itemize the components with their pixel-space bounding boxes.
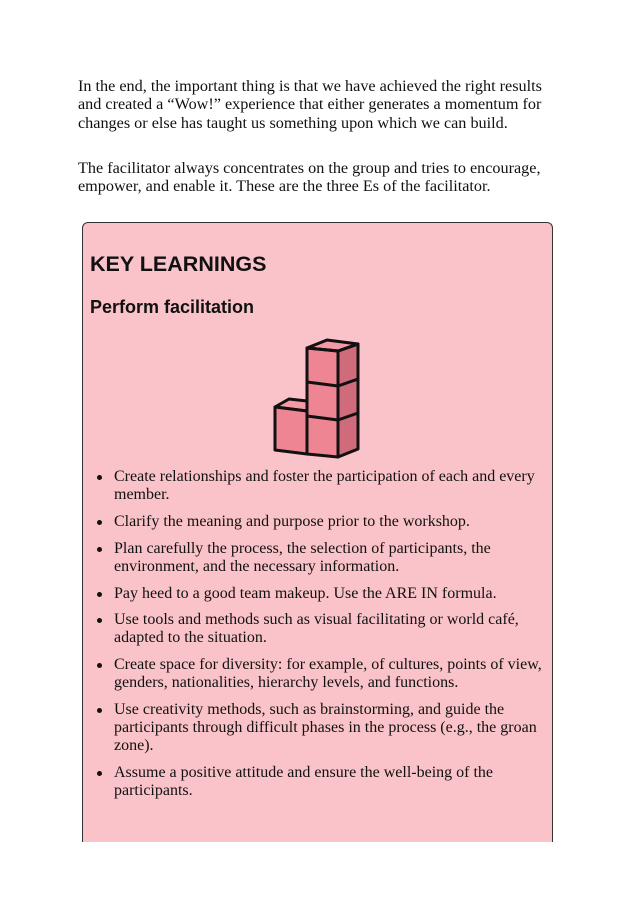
list-item <box>90 513 550 531</box>
body-paragraph: The facilitator always concentrates on the group and tries to encourage, empower, and enable it. These are the three Es of the facilitator. <box>78 159 541 196</box>
list-item <box>90 611 550 647</box>
bullet-icon <box>97 708 102 713</box>
list-item-text: Pay heed to a good team makeup. Use the ARE IN formula. <box>114 584 497 602</box>
list-item-text: Create relationships and foster the participation of each and every member. <box>114 468 535 504</box>
list-item <box>90 540 550 576</box>
list-item-text: Use creativity methods, such as brainstorming, and guide the participants through difficult phases in the process (e.g., the groan zone). <box>114 701 537 755</box>
bullet-icon <box>97 547 102 552</box>
bullet-icon <box>97 618 102 623</box>
bullet-icon <box>97 771 102 776</box>
body-paragraph: In the end, the important thing is that we have achieved the right results and created a “Wow!” experience that either generates a momentum for changes or else has taught us something upon which we can build. <box>78 77 542 132</box>
list-item <box>90 764 550 800</box>
bullet-icon <box>97 592 102 597</box>
list-item <box>90 468 550 504</box>
list-item <box>90 701 550 756</box>
key-learnings-list <box>90 468 550 809</box>
bullet-icon <box>97 663 102 668</box>
stacked-blocks-icon <box>271 336 367 460</box>
list-item-text: Assume a positive attitude and ensure the well-being of the participants. <box>114 764 494 800</box>
key-learnings-box <box>82 222 553 842</box>
list-item-text: Use tools and methods such as visual facilitating or world café, adapted to the situation. <box>114 611 519 647</box>
bullet-icon <box>97 520 102 525</box>
list-item <box>90 585 550 603</box>
key-learnings-subtitle: Perform facilitation <box>90 297 255 317</box>
list-item <box>90 656 550 692</box>
key-learnings-title: KEY LEARNINGS <box>90 252 267 276</box>
list-item-text: Clarify the meaning and purpose prior to the workshop. <box>114 512 470 530</box>
list-item-text: Create space for diversity: for example, of cultures, points of view, genders, nationalities, hierarchy levels, and functions. <box>114 656 542 692</box>
list-item-text: Plan carefully the process, the selection of participants, the environment, and the necessary information. <box>114 539 491 575</box>
bullet-icon <box>97 475 102 480</box>
